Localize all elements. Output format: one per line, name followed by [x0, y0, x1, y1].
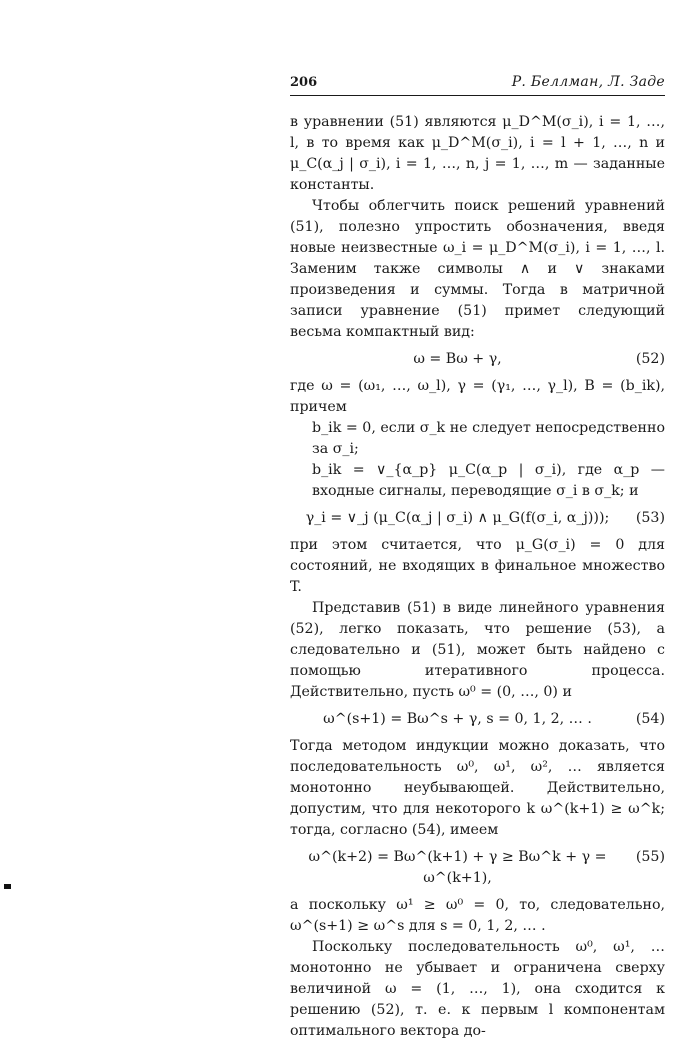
paragraph-3: где ω = (ω₁, …, ω_l), γ = (γ₁, …, γ_l), B = (b_ik), причем [290, 378, 665, 415]
equation-55-formula: ω^(k+2) = Bω^(k+1) + γ ≥ Bω^k + γ = ω^(k+1), [308, 849, 607, 886]
equation-54-formula: ω^(s+1) = Bω^s + γ, s = 0, 1, 2, … . [323, 711, 592, 727]
equation-54-tag: (54) [635, 711, 665, 727]
equation-53-tag: (53) [635, 510, 665, 526]
running-header [290, 72, 665, 96]
page-number: 206 [290, 75, 318, 90]
paragraph-4: b_ik = 0, если σ_k не следует непосредственно за σ_i; [312, 420, 665, 457]
paragraph-8: Тогда методом индукции можно доказать, что последовательность ω⁰, ω¹, ω², … является монотонно неубывающей. Действительно, допустим, что для некоторого k ω^(k+1) ≥ ω^k; тогда, согласно (54), имеем [290, 738, 665, 838]
page-body [290, 72, 665, 1042]
paragraph-6: при этом считается, что μ_G(σ_i) = 0 для состояний, не входящих в финальное множество T. [290, 537, 665, 595]
paragraph-10: Поскольку последовательность ω⁰, ω¹, … монотонно не убывает и ограничена сверху величиной ω = (1, …, 1), она сходится к решению (52), т. е. к первым l компонентам оптимального вектора до- [290, 939, 665, 1039]
paragraph-1: в уравнении (51) являются μ_D^M(σ_i), i = 1, …, l, в то время как μ_D^M(σ_i), i = l + 1, …, n и μ_C(α_j | σ_i), i = 1, …, n, j = 1, …, m — заданные константы. [290, 114, 665, 193]
paragraph-2: Чтобы облегчить поиск решений уравнений (51), полезно упростить обозначения, введя новые неизвестные ω_i = μ_D^M(σ_i), i = 1, …, l. Заменим также символы ∧ и ∨ знаками произведения и суммы. Тогда в матричной записи уравнение (51) примет следующий весьма компактный вид: [290, 198, 665, 340]
equation-52-tag: (52) [635, 351, 665, 367]
equation-54 [290, 709, 665, 730]
equation-55-tag: (55) [635, 849, 665, 865]
equation-53-formula: γ_i = ∨_j (μ_C(α_j | σ_i) ∧ μ_G(f(σ_i, α_j))); [305, 510, 610, 526]
equation-55 [290, 847, 665, 889]
equation-52-formula: ω = Bω + γ, [413, 351, 502, 367]
paragraph-7: Представив (51) в виде линейного уравнения (52), легко показать, что решение (53), а следовательно и (51), может быть найдено с помощью итеративного процесса. Действительно, пусть ω⁰ = (0, …, 0) и [290, 600, 665, 700]
running-title: Р. Беллман, Л. Заде [511, 74, 665, 90]
paragraph-5: b_ik = ∨_{α_p} μ_C(α_p | σ_i), где α_p — входные сигналы, переводящие σ_i в σ_k; и [312, 462, 665, 499]
edge-mark [4, 884, 11, 889]
equation-52 [290, 349, 665, 370]
paragraph-9: а поскольку ω¹ ≥ ω⁰ = 0, то, следовательно, ω^(s+1) ≥ ω^s для s = 0, 1, 2, … . [290, 897, 665, 934]
equation-53 [290, 508, 665, 529]
